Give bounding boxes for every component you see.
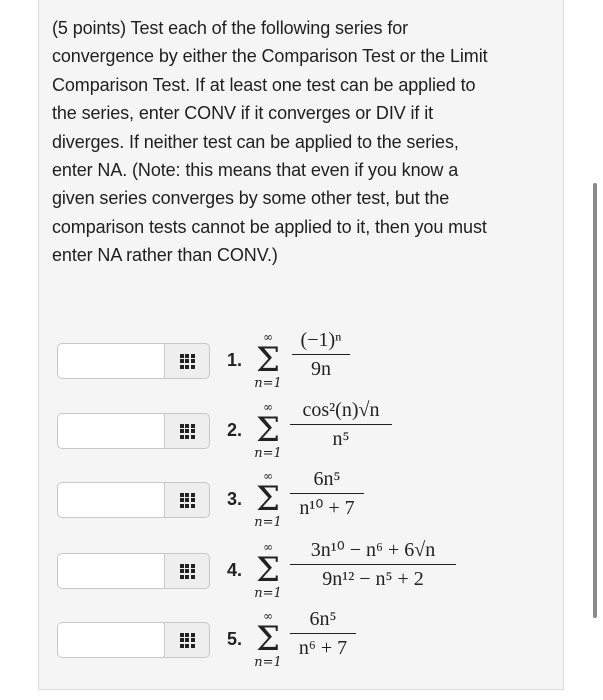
question-prompt <box>52 14 552 270</box>
symbol-keyboard-button[interactable] <box>164 343 210 379</box>
series-item-2 <box>0 399 560 477</box>
prompt-line: enter NA rather than CONV.) <box>52 245 278 266</box>
summation <box>253 541 283 601</box>
item-number: 1. <box>227 350 243 370</box>
grid-icon <box>180 633 195 648</box>
answer-input-1[interactable] <box>57 343 164 379</box>
summation <box>253 470 283 530</box>
sum-upper-limit: ∞ <box>263 540 273 554</box>
symbol-keyboard-button[interactable] <box>164 482 210 518</box>
fraction <box>292 327 350 382</box>
grid-icon <box>180 564 195 579</box>
numerator: 3n¹⁰ − n⁶ + 6√n <box>310 539 436 561</box>
sum-upper-limit: ∞ <box>263 330 273 344</box>
item-number: 4. <box>227 560 243 580</box>
summation <box>253 331 283 391</box>
sigma-symbol: Σ <box>255 479 281 519</box>
sum-upper-limit: ∞ <box>263 469 273 483</box>
series-item-3 <box>0 468 560 546</box>
fraction-bar <box>290 424 392 425</box>
symbol-keyboard-button[interactable] <box>164 553 210 589</box>
fraction-bar <box>290 564 456 565</box>
prompt-line: Comparison Test. If at least one test can be applied to <box>52 74 476 95</box>
item-number: 5. <box>227 629 243 649</box>
prompt-line: diverges. If neither test can be applied to the series, <box>52 131 459 152</box>
numerator: 6n⁵ <box>313 468 341 490</box>
numerator: 6n⁵ <box>309 608 337 630</box>
denominator: 9n¹² − n⁵ + 2 <box>322 568 424 590</box>
sum-lower-limit: n=1 <box>254 376 282 391</box>
prompt-line: (5 points) Test each of the following series for <box>52 18 409 38</box>
fraction-bar <box>292 354 350 355</box>
series-item-4 <box>0 539 560 617</box>
fraction <box>290 606 356 661</box>
item-number: 3. <box>227 489 243 509</box>
answer-input-3[interactable] <box>57 482 164 518</box>
denominator: n¹⁰ + 7 <box>299 497 355 519</box>
sum-upper-limit: ∞ <box>263 400 273 414</box>
answer-input-5[interactable] <box>57 622 164 658</box>
prompt-line: the series, enter CONV if it converges or DIV if it <box>52 103 434 124</box>
denominator: 9n <box>311 358 331 380</box>
prompt-line: enter NA. (Note: this means that even if you know a <box>52 160 459 181</box>
symbol-keyboard-button[interactable] <box>164 413 210 449</box>
fraction-bar <box>290 633 356 634</box>
sigma-symbol: Σ <box>255 550 281 590</box>
sum-lower-limit: n=1 <box>254 586 282 601</box>
denominator: n⁶ + 7 <box>298 637 348 659</box>
sigma-symbol: Σ <box>255 340 281 380</box>
sum-lower-limit: n=1 <box>254 446 282 461</box>
grid-icon <box>180 493 195 508</box>
scrollbar[interactable] <box>593 183 597 618</box>
series-item-1 <box>0 329 560 407</box>
item-number: 2. <box>227 420 243 440</box>
sum-lower-limit: n=1 <box>254 515 282 530</box>
summation <box>253 401 283 461</box>
sigma-symbol: Σ <box>255 619 281 659</box>
numerator: cos²(n)√n <box>302 399 380 421</box>
prompt-line: convergence by either the Comparison Test or the Limit <box>52 46 488 67</box>
sum-upper-limit: ∞ <box>263 609 273 623</box>
prompt-line: comparison tests cannot be applied to it, then you must <box>52 216 487 237</box>
fraction <box>290 537 456 592</box>
numerator: (−1)ⁿ <box>300 329 342 351</box>
sigma-symbol: Σ <box>255 410 281 450</box>
fraction-bar <box>290 493 364 494</box>
answer-input-4[interactable] <box>57 553 164 589</box>
fraction <box>290 466 364 521</box>
series-item-5 <box>0 608 560 686</box>
symbol-keyboard-button[interactable] <box>164 622 210 658</box>
sum-lower-limit: n=1 <box>254 655 282 670</box>
denominator: n⁵ <box>332 428 350 450</box>
answer-input-2[interactable] <box>57 413 164 449</box>
summation <box>253 610 283 670</box>
grid-icon <box>180 354 195 369</box>
fraction <box>290 397 392 452</box>
grid-icon <box>180 424 195 439</box>
prompt-line: given series converges by some other test, but the <box>52 188 450 209</box>
